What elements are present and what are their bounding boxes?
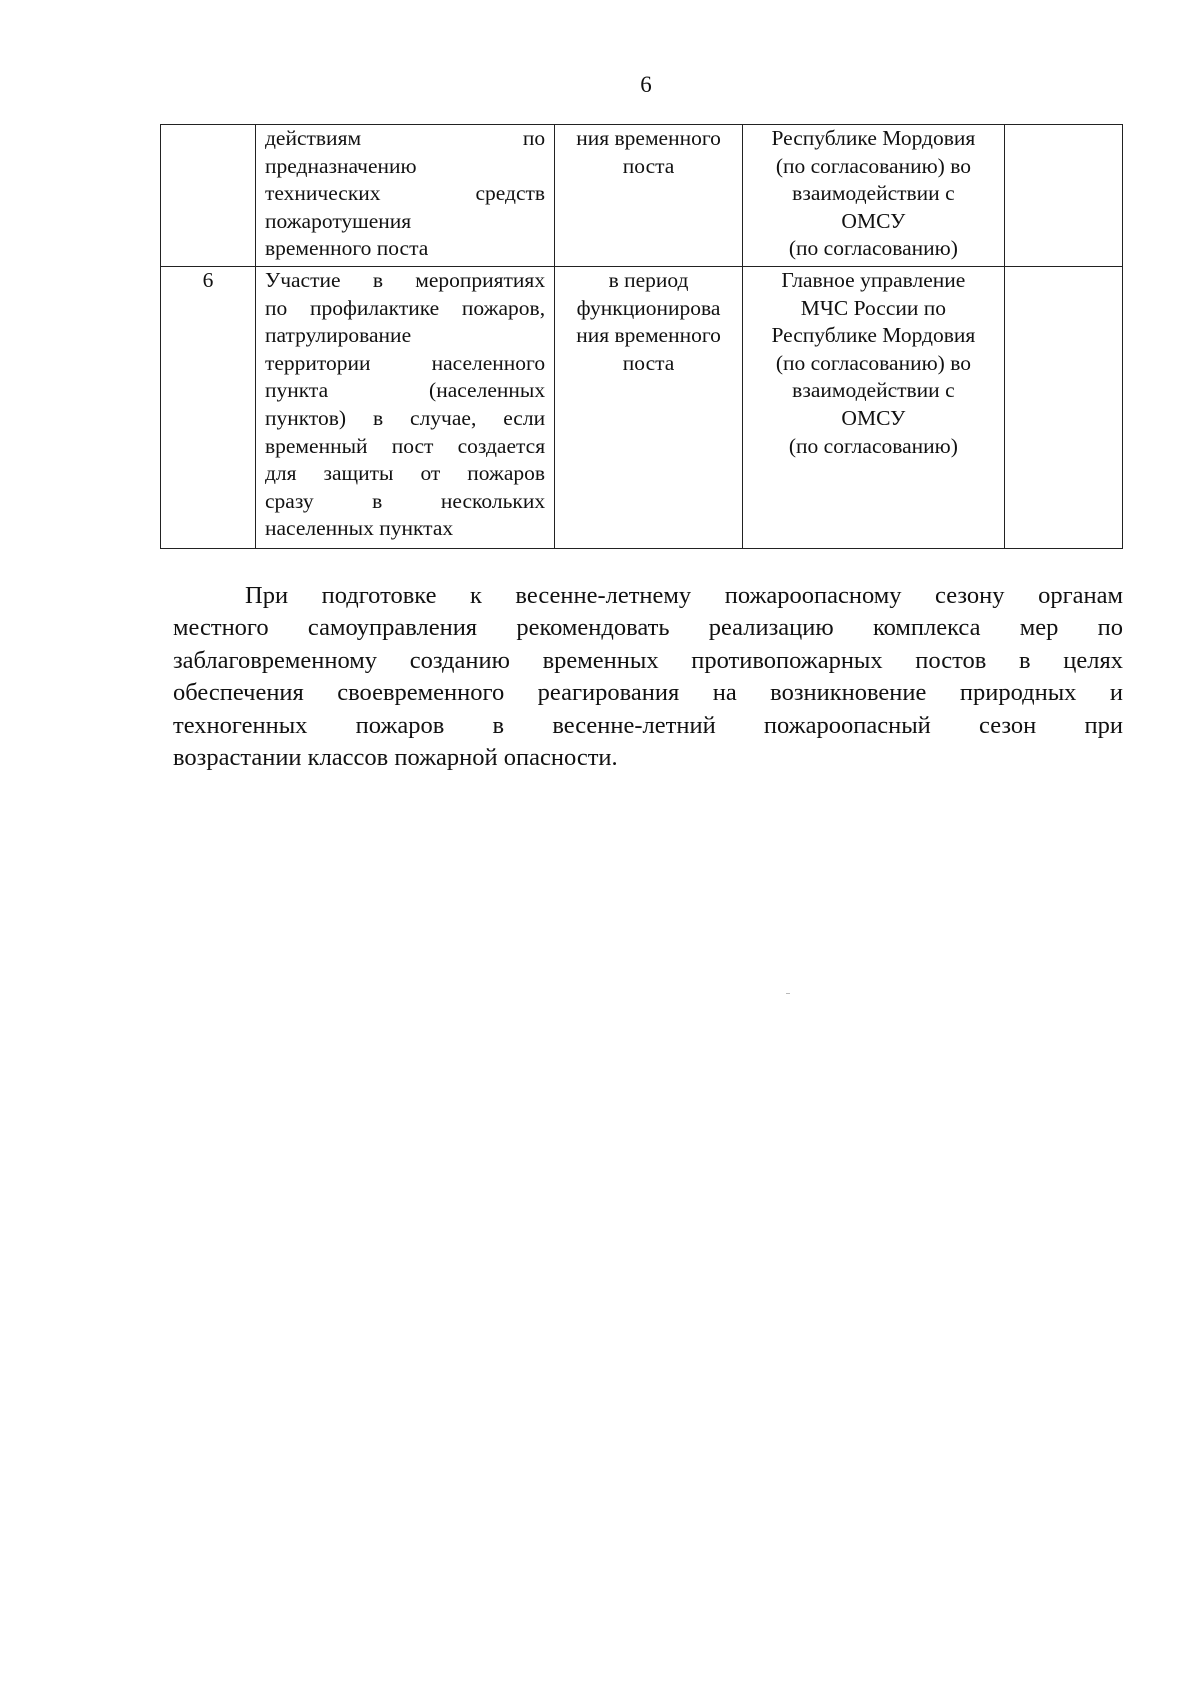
paragraph-line: обеспечения своевременного реагирования на возникновение природных и (173, 679, 1123, 707)
period-line: поста (622, 153, 675, 178)
paragraph-line: возрастании классов пожарной опасности. (173, 744, 618, 772)
action-cell (255, 267, 554, 549)
action-line: пункта (населенных (264, 378, 546, 403)
table-row (161, 125, 1123, 267)
action-line: действиям по (264, 126, 546, 150)
table-row (161, 267, 1123, 549)
paragraph-line: При подготовке к весенне-летнему пожароопасному сезону органам (245, 582, 1123, 609)
scan-speck (786, 993, 790, 994)
action-line: Участие в мероприятиях (264, 268, 546, 292)
period-cell (555, 267, 743, 549)
period-cell (555, 125, 743, 267)
note-cell (1004, 267, 1122, 549)
responsible-line: (по согласованию) (788, 433, 958, 458)
action-line: для защиты от пожаров (264, 461, 546, 486)
page-number: 6 (640, 72, 652, 97)
responsible-line: взаимодействии с (792, 378, 955, 403)
paragraph-line: техногенных пожаров в весенне-летний пожароопасный сезон при (173, 711, 1123, 739)
action-line: пожаротушения (264, 208, 412, 233)
period-line: ния временного (576, 126, 721, 150)
row-number-cell (161, 125, 256, 267)
row-number-cell: 6 (161, 267, 256, 549)
responsible-line: (по согласованию) во (775, 350, 971, 375)
responsible-line: ОМСУ (841, 208, 906, 233)
action-line: технических средств (264, 181, 546, 206)
responsible-line: Республике Мордовия (771, 126, 976, 150)
action-cell (255, 125, 554, 267)
period-line: функционирова (576, 295, 721, 320)
action-line: временного поста (264, 236, 429, 261)
action-line: территории населенного (264, 350, 546, 375)
action-line: патрулирование (264, 323, 412, 348)
paragraph-line: заблаговременному созданию временных противопожарных постов в целях (173, 646, 1123, 674)
responsible-line: МЧС России по (800, 295, 947, 320)
action-line: предназначению (264, 153, 417, 178)
action-line: пунктов) в случае, если (264, 405, 546, 430)
period-line: в период (608, 268, 689, 292)
responsible-line: взаимодействии с (792, 181, 955, 206)
note-cell (1004, 125, 1122, 267)
responsible-cell (743, 125, 1005, 267)
action-line: по профилактике пожаров, (264, 295, 546, 320)
recommendation-paragraph (173, 580, 1123, 774)
measures-table-continuation (160, 124, 1123, 549)
responsible-line: (по согласованию) во (775, 153, 971, 178)
responsible-cell (743, 267, 1005, 549)
responsible-line: Республике Мордовия (771, 323, 976, 348)
period-line: ния временного (576, 323, 721, 348)
responsible-line: Главное управление (781, 268, 966, 292)
paragraph-line: местного самоуправления рекомендовать реализацию комплекса мер по (173, 614, 1123, 642)
responsible-line: (по согласованию) (788, 236, 958, 261)
action-line: населенных пунктах (264, 516, 454, 541)
period-line: поста (622, 350, 675, 375)
action-line: временный пост создается (264, 433, 546, 458)
responsible-line: ОМСУ (841, 405, 906, 430)
action-line: сразу в нескольких (264, 488, 546, 513)
